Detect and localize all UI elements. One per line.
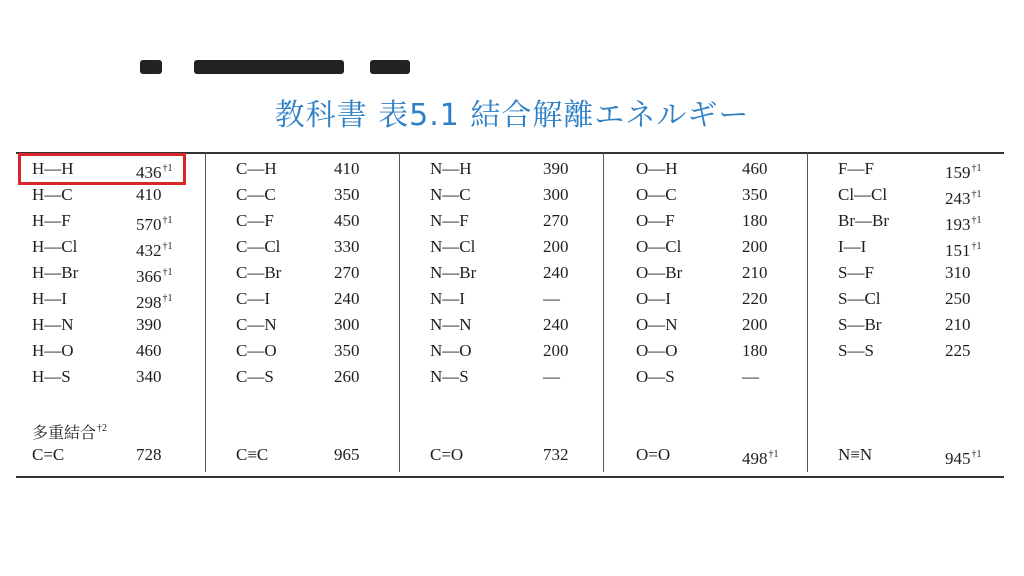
energy-number: 945 [945,449,971,468]
bond-energy-value [136,340,162,362]
bond-energy-value [742,262,768,284]
bond-row: F—F [838,159,874,178]
page-title: 教科書 表5.1 結合解離エネルギー [274,98,750,133]
energy-number: 210 [945,315,971,334]
bond-row: N—H [430,159,472,178]
bond-energy-value [543,288,560,310]
bond-energy-value [136,184,162,206]
energy-number: 732 [543,445,569,464]
energy-number: 300 [334,315,360,334]
bond-energy-value [945,210,982,232]
bond-energy-value [136,366,162,388]
bond-energy-value [543,210,569,232]
energy-number: 240 [543,263,569,282]
highlight-box [18,153,186,185]
bond-energy-value [136,288,173,310]
bond-row: H—H [32,159,74,178]
bond-energy-value [136,236,173,258]
bond-row: O—O [636,341,678,360]
bond-row: O—Cl [636,237,682,256]
footnote-marker: †1 [162,163,173,174]
bond-energy-value [742,444,779,466]
bond-row: C—O [236,341,277,360]
multiple-bond-label: 多重結合$^{\dagger 2}$ [32,423,108,442]
bond-energy-value [543,444,569,466]
energy-number: 180 [742,211,768,230]
bond-energy-value [334,366,360,388]
bond-row: H—Br [32,263,79,282]
bond-energy-value [543,340,569,362]
energy-number: 225 [945,341,971,360]
bond-energy-value [742,340,768,362]
bond-row: N—Br [430,263,477,282]
energy-number: 151 [945,241,971,260]
energy-number: 410 [136,185,162,204]
bond-row: S—Br [838,315,882,334]
energy-number: 460 [136,341,162,360]
bond-energy-value [334,314,360,336]
bond-row: O—C [636,185,677,204]
bond-multiple: C=C [32,445,65,464]
bond-energy-value [543,366,560,388]
bond-row: N—F [430,211,469,230]
footnote-marker: †1 [162,215,173,226]
bond-energy-value [136,444,162,466]
bond-energy-value [543,262,569,284]
bond-row: H—C [32,185,73,204]
bond-row: N—I [430,289,465,308]
bond-energy-value [742,184,768,206]
bond-energy-value [945,444,982,466]
energy-number: — [543,289,560,308]
bond-energy-value [742,366,759,388]
energy-number: 159 [945,163,971,182]
footnote-marker: †1 [971,163,982,174]
energy-number: 350 [334,185,360,204]
energy-number: 270 [334,263,360,282]
bond-multiple: N≡N [838,445,873,464]
energy-number: — [543,367,560,386]
footnote-marker: †1 [162,241,173,252]
footnote-marker: †1 [971,241,982,252]
energy-number: 200 [543,341,569,360]
bond-energy-value [742,288,768,310]
footnote-marker: †1 [971,449,982,460]
energy-number: 180 [742,341,768,360]
bond-row: I—I [838,237,867,256]
bond-row: C—C [236,185,276,204]
energy-number: 330 [334,237,360,256]
bond-energy-value [945,314,971,336]
energy-number: 193 [945,215,971,234]
bond-row: C—F [236,211,274,230]
energy-number: 570 [136,215,162,234]
bond-multiple: C≡C [236,445,269,464]
energy-number: 310 [945,263,971,282]
energy-number: — [742,367,759,386]
energy-number: 432 [136,241,162,260]
energy-number: 350 [334,341,360,360]
bond-row: H—F [32,211,71,230]
bond-row: O—F [636,211,675,230]
energy-number: 298 [136,293,162,312]
bond-energy-value [334,158,360,180]
energy-number: 965 [334,445,360,464]
bond-row: Br—Br [838,211,889,230]
energy-number: 450 [334,211,360,230]
bond-row: O—S [636,367,675,386]
energy-number: 390 [136,315,162,334]
energy-number: 270 [543,211,569,230]
bond-row: O—I [636,289,671,308]
energy-number: 210 [742,263,768,282]
bond-energy-value [945,236,982,258]
energy-number: 460 [742,159,768,178]
energy-number: 436 [136,163,162,182]
bond-row: S—S [838,341,874,360]
energy-number: 260 [334,367,360,386]
bond-row: S—F [838,263,874,282]
energy-number: 498 [742,449,768,468]
bond-energy-value [136,210,173,232]
footnote-marker: †1 [971,215,982,226]
bond-row: Cl—Cl [838,185,888,204]
cropped-text-fragment [140,54,440,76]
footnote-marker: †1 [162,267,173,278]
column-divider [205,152,206,472]
energy-number: 240 [543,315,569,334]
energy-number: 350 [742,185,768,204]
bond-energy-value [945,184,982,206]
bond-row: H—I [32,289,67,308]
energy-number: 340 [136,367,162,386]
bond-energy-value [945,288,971,310]
bond-row: C—Br [236,263,282,282]
bond-energy-value [334,444,360,466]
bond-energy-value [136,314,162,336]
bond-row: H—N [32,315,74,334]
bond-multiple: O=O [636,445,671,464]
bond-row: C—I [236,289,270,308]
bond-row: O—Br [636,263,683,282]
bond-energy-value [334,210,360,232]
bond-energy-value [334,262,360,284]
bond-row: H—O [32,341,74,360]
bond-row: O—N [636,315,678,334]
energy-number: 366 [136,267,162,286]
bond-energy-value [543,236,569,258]
bond-row: C—H [236,159,277,178]
bond-row: C—Cl [236,237,281,256]
column-divider [603,152,604,472]
bond-energy-value [334,288,360,310]
bond-energy-value [945,340,971,362]
bond-energy-value [543,314,569,336]
bond-energy-value [136,262,173,284]
bond-row: C—N [236,315,277,334]
bond-row: N—S [430,367,469,386]
energy-number: 728 [136,445,162,464]
bond-energy-value [945,158,982,180]
bond-row: O—H [636,159,678,178]
energy-number: 200 [742,315,768,334]
energy-number: 220 [742,289,768,308]
energy-number: 250 [945,289,971,308]
bond-multiple: C=O [430,445,464,464]
bond-row: C—S [236,367,274,386]
bond-energy-value [742,210,768,232]
footnote-marker: †1 [971,189,982,200]
bond-row: H—Cl [32,237,78,256]
bond-energy-value [334,184,360,206]
bond-energy-value [334,236,360,258]
energy-number: 200 [742,237,768,256]
bond-energy-value [742,314,768,336]
energy-number: 300 [543,185,569,204]
energy-number: 410 [334,159,360,178]
bond-energy-value [543,158,569,180]
bond-energy-value [742,236,768,258]
bond-row: H—S [32,367,71,386]
bond-row: N—Cl [430,237,476,256]
bond-energy-value [334,340,360,362]
bond-row: S—Cl [838,289,881,308]
energy-number: 200 [543,237,569,256]
bond-row: N—O [430,341,472,360]
energy-number: 240 [334,289,360,308]
bond-energy-value [945,262,971,284]
footnote-marker: †1 [768,449,779,460]
footnote-marker: †1 [162,293,173,304]
energy-number: 243 [945,189,971,208]
energy-number: 390 [543,159,569,178]
bond-row: N—N [430,315,472,334]
column-divider [399,152,400,472]
bond-row: N—C [430,185,471,204]
bond-energy-value [543,184,569,206]
column-divider [807,152,808,472]
bond-energy-value [742,158,768,180]
